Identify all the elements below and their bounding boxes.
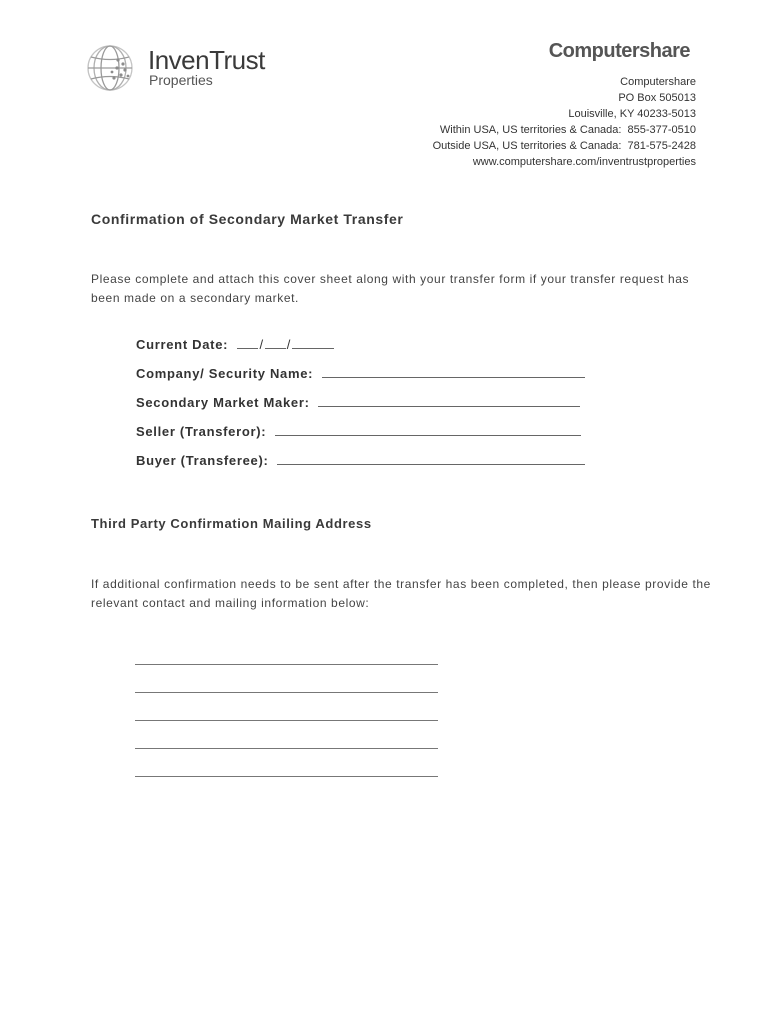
mailing-address-line[interactable]	[135, 665, 438, 693]
seller-field	[136, 423, 585, 452]
page-title: Confirmation of Secondary Market Transfer	[91, 211, 404, 227]
seller-blank[interactable]	[275, 423, 581, 436]
market-maker-label: Secondary Market Maker:	[136, 395, 310, 410]
market-maker-blank[interactable]	[318, 394, 580, 407]
address-company: Computershare	[620, 76, 696, 88]
third-party-title: Third Party Confirmation Mailing Address	[91, 516, 372, 531]
date-year-blank[interactable]	[292, 336, 334, 349]
inventrust-globe-logo-icon	[84, 42, 142, 94]
address-website: www.computershare.com/inventrustproperties	[472, 156, 696, 168]
seller-label: Seller (Transferor):	[136, 424, 267, 439]
company-security-blank[interactable]	[322, 365, 585, 378]
computershare-address	[433, 74, 696, 170]
computershare-logo: Computershare	[548, 40, 690, 62]
address-within-phone-line	[433, 122, 696, 138]
mailing-address-line[interactable]	[135, 721, 438, 749]
date-separator: /	[286, 337, 292, 352]
current-date-label: Current Date:	[136, 337, 229, 352]
intro-text: Please complete and attach this cover sheet along with your transfer form if your transfer request has been made on a secondary market.	[91, 272, 690, 305]
date-day-blank[interactable]	[265, 336, 286, 349]
address-outside-phone-line	[433, 138, 696, 154]
company-security-label: Company/ Security Name:	[136, 366, 314, 381]
buyer-label: Buyer (Transferee):	[136, 453, 269, 468]
address-city: Louisville, KY 40233-5013	[568, 108, 696, 120]
inventrust-logo-sub: Properties	[149, 72, 213, 88]
outside-label: Outside USA, US territories & Canada:	[432, 140, 622, 152]
buyer-field	[136, 452, 585, 481]
within-label: Within USA, US territories & Canada:	[439, 124, 622, 136]
inventrust-logo-name: InvenTrust	[148, 45, 265, 75]
mailing-address-line[interactable]	[135, 749, 438, 777]
outside-phone: 781-575-2428	[627, 140, 696, 152]
within-phone: 855-377-0510	[627, 124, 696, 136]
transfer-fields	[136, 336, 585, 481]
third-party-text: If additional confirmation needs to be sent after the transfer has been completed, then please provide the relevant contact and mailing information below:	[91, 577, 711, 610]
company-security-field	[136, 365, 585, 394]
mailing-address-line[interactable]	[135, 693, 438, 721]
buyer-blank[interactable]	[277, 452, 585, 465]
date-month-blank[interactable]	[237, 336, 258, 349]
date-separator: /	[259, 337, 264, 352]
current-date-field	[136, 336, 585, 365]
market-maker-field	[136, 394, 585, 423]
address-po-box: PO Box 505013	[618, 92, 696, 104]
inventrust-logo	[84, 42, 274, 94]
mailing-address-lines	[135, 664, 438, 777]
